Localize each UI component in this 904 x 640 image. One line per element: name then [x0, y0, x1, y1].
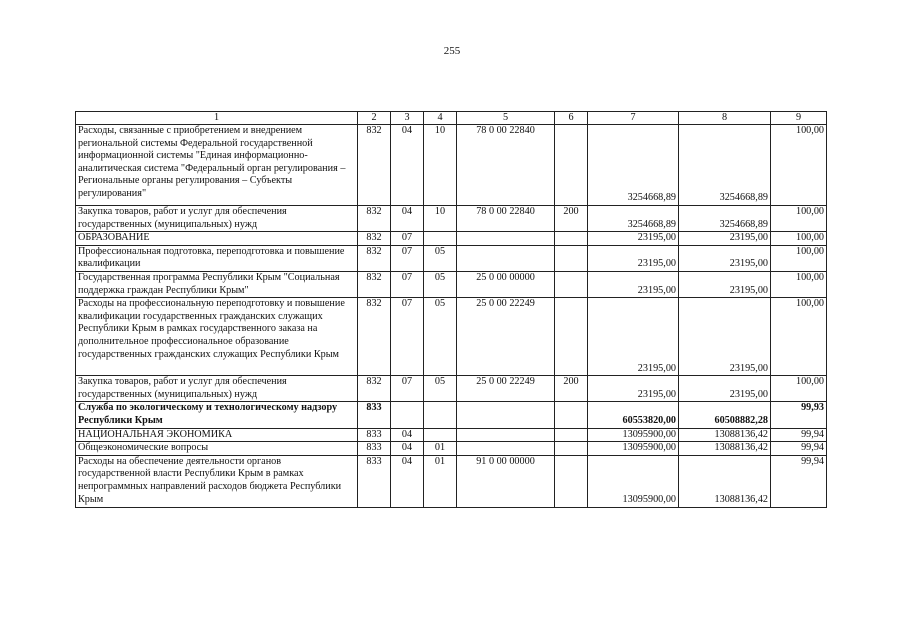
subsection-code: 01	[424, 442, 457, 456]
expense-type-code	[555, 125, 588, 206]
expense-type-code	[555, 402, 588, 428]
execution-percent: 100,00	[771, 271, 827, 297]
table-row	[76, 376, 827, 402]
target-article-code: 25 0 00 22249	[457, 376, 555, 402]
expense-type-code	[555, 232, 588, 246]
expense-type-code	[555, 428, 588, 442]
budget-item-name: Закупка товаров, работ и услуг для обеспечения государственных (муниципальных) нужд	[76, 206, 358, 232]
table-row	[76, 402, 827, 428]
expense-type-code	[555, 298, 588, 376]
planned-amount: 13095900,00	[588, 442, 679, 456]
subsection-code	[424, 428, 457, 442]
section-code: 07	[391, 232, 424, 246]
budget-item-name: НАЦИОНАЛЬНАЯ ЭКОНОМИКА	[76, 428, 358, 442]
executed-amount: 3254668,89	[679, 125, 771, 206]
executed-amount: 60508882,28	[679, 402, 771, 428]
planned-amount: 13095900,00	[588, 455, 679, 507]
planned-amount: 23195,00	[588, 245, 679, 271]
department-code: 832	[358, 232, 391, 246]
executed-amount: 23195,00	[679, 298, 771, 376]
subsection-code: 05	[424, 271, 457, 297]
execution-percent: 99,94	[771, 428, 827, 442]
department-code: 832	[358, 298, 391, 376]
target-article-code	[457, 428, 555, 442]
subsection-code: 05	[424, 245, 457, 271]
section-code: 07	[391, 376, 424, 402]
budget-item-name: Служба по экологическому и технологическому надзору Республики Крым	[76, 402, 358, 428]
target-article-code: 25 0 00 00000	[457, 271, 555, 297]
executed-amount: 23195,00	[679, 245, 771, 271]
execution-percent: 99,94	[771, 455, 827, 507]
table-row	[76, 125, 827, 206]
execution-percent: 100,00	[771, 298, 827, 376]
column-header: 1	[76, 112, 358, 125]
expense-type-code	[555, 442, 588, 456]
expense-type-code: 200	[555, 376, 588, 402]
section-code: 04	[391, 125, 424, 206]
execution-percent: 100,00	[771, 376, 827, 402]
budget-item-name: Расходы на профессиональную переподготовку и повышение квалификации государственных гражданских служащих Республики Крым в рамках государственного заказа на дополнительное профессиональное образование государственных гражданских служащих Республики Крым	[76, 298, 358, 376]
execution-percent: 100,00	[771, 245, 827, 271]
planned-amount: 3254668,89	[588, 206, 679, 232]
target-article-code	[457, 245, 555, 271]
subsection-code	[424, 402, 457, 428]
column-header: 2	[358, 112, 391, 125]
subsection-code: 10	[424, 125, 457, 206]
table-row	[76, 245, 827, 271]
planned-amount: 23195,00	[588, 271, 679, 297]
table-header-row	[76, 112, 827, 125]
execution-percent: 100,00	[771, 125, 827, 206]
section-code: 07	[391, 271, 424, 297]
column-header: 6	[555, 112, 588, 125]
executed-amount: 23195,00	[679, 271, 771, 297]
department-code: 832	[358, 206, 391, 232]
table-row	[76, 298, 827, 376]
planned-amount: 23195,00	[588, 376, 679, 402]
subsection-code: 05	[424, 298, 457, 376]
section-code: 04	[391, 455, 424, 507]
execution-percent: 99,94	[771, 442, 827, 456]
subsection-code: 05	[424, 376, 457, 402]
section-code: 07	[391, 245, 424, 271]
department-code: 833	[358, 455, 391, 507]
table-row	[76, 206, 827, 232]
department-code: 833	[358, 402, 391, 428]
table-row	[76, 232, 827, 246]
section-code	[391, 402, 424, 428]
budget-table	[75, 111, 827, 508]
department-code: 832	[358, 271, 391, 297]
budget-item-name: Расходы, связанные с приобретением и внедрением региональной системы Федеральной государственной информационной системы "Единая информационно-аналитическая система "Федеральный орган регулирования – Региональные органы регулирования – Субъекты регулирования"	[76, 125, 358, 206]
department-code: 833	[358, 442, 391, 456]
budget-item-name: Расходы на обеспечение деятельности органов государственной власти Республики Крым в рамках непрограммных направлений расходов бюджета Республики Крым	[76, 455, 358, 507]
executed-amount: 13088136,42	[679, 455, 771, 507]
department-code: 833	[358, 428, 391, 442]
executed-amount: 13088136,42	[679, 428, 771, 442]
executed-amount: 3254668,89	[679, 206, 771, 232]
executed-amount: 13088136,42	[679, 442, 771, 456]
column-header: 4	[424, 112, 457, 125]
budget-item-name: Закупка товаров, работ и услуг для обеспечения государственных (муниципальных) нужд	[76, 376, 358, 402]
budget-item-name: Государственная программа Республики Крым "Социальная поддержка граждан Республики Крым"	[76, 271, 358, 297]
planned-amount: 13095900,00	[588, 428, 679, 442]
department-code: 832	[358, 376, 391, 402]
table-row	[76, 271, 827, 297]
section-code: 04	[391, 206, 424, 232]
planned-amount: 60553820,00	[588, 402, 679, 428]
execution-percent: 99,93	[771, 402, 827, 428]
target-article-code: 91 0 00 00000	[457, 455, 555, 507]
execution-percent: 100,00	[771, 206, 827, 232]
budget-item-name: ОБРАЗОВАНИЕ	[76, 232, 358, 246]
table-row	[76, 428, 827, 442]
page-number: 255	[443, 45, 461, 57]
column-header: 3	[391, 112, 424, 125]
target-article-code	[457, 232, 555, 246]
target-article-code: 25 0 00 22249	[457, 298, 555, 376]
planned-amount: 23195,00	[588, 298, 679, 376]
section-code: 07	[391, 298, 424, 376]
department-code: 832	[358, 245, 391, 271]
table-row	[76, 442, 827, 456]
planned-amount: 23195,00	[588, 232, 679, 246]
target-article-code	[457, 442, 555, 456]
executed-amount: 23195,00	[679, 376, 771, 402]
subsection-code: 01	[424, 455, 457, 507]
expense-type-code	[555, 245, 588, 271]
department-code: 832	[358, 125, 391, 206]
table-row	[76, 455, 827, 507]
target-article-code: 78 0 00 22840	[457, 125, 555, 206]
expense-type-code	[555, 455, 588, 507]
execution-percent: 100,00	[771, 232, 827, 246]
subsection-code	[424, 232, 457, 246]
subsection-code: 10	[424, 206, 457, 232]
target-article-code: 78 0 00 22840	[457, 206, 555, 232]
column-header: 5	[457, 112, 555, 125]
budget-item-name: Профессиональная подготовка, переподготовка и повышение квалификации	[76, 245, 358, 271]
section-code: 04	[391, 428, 424, 442]
planned-amount: 3254668,89	[588, 125, 679, 206]
column-header: 7	[588, 112, 679, 125]
expense-type-code	[555, 271, 588, 297]
executed-amount: 23195,00	[679, 232, 771, 246]
budget-item-name: Общеэкономические вопросы	[76, 442, 358, 456]
column-header: 8	[679, 112, 771, 125]
column-header: 9	[771, 112, 827, 125]
section-code: 04	[391, 442, 424, 456]
target-article-code	[457, 402, 555, 428]
expense-type-code: 200	[555, 206, 588, 232]
